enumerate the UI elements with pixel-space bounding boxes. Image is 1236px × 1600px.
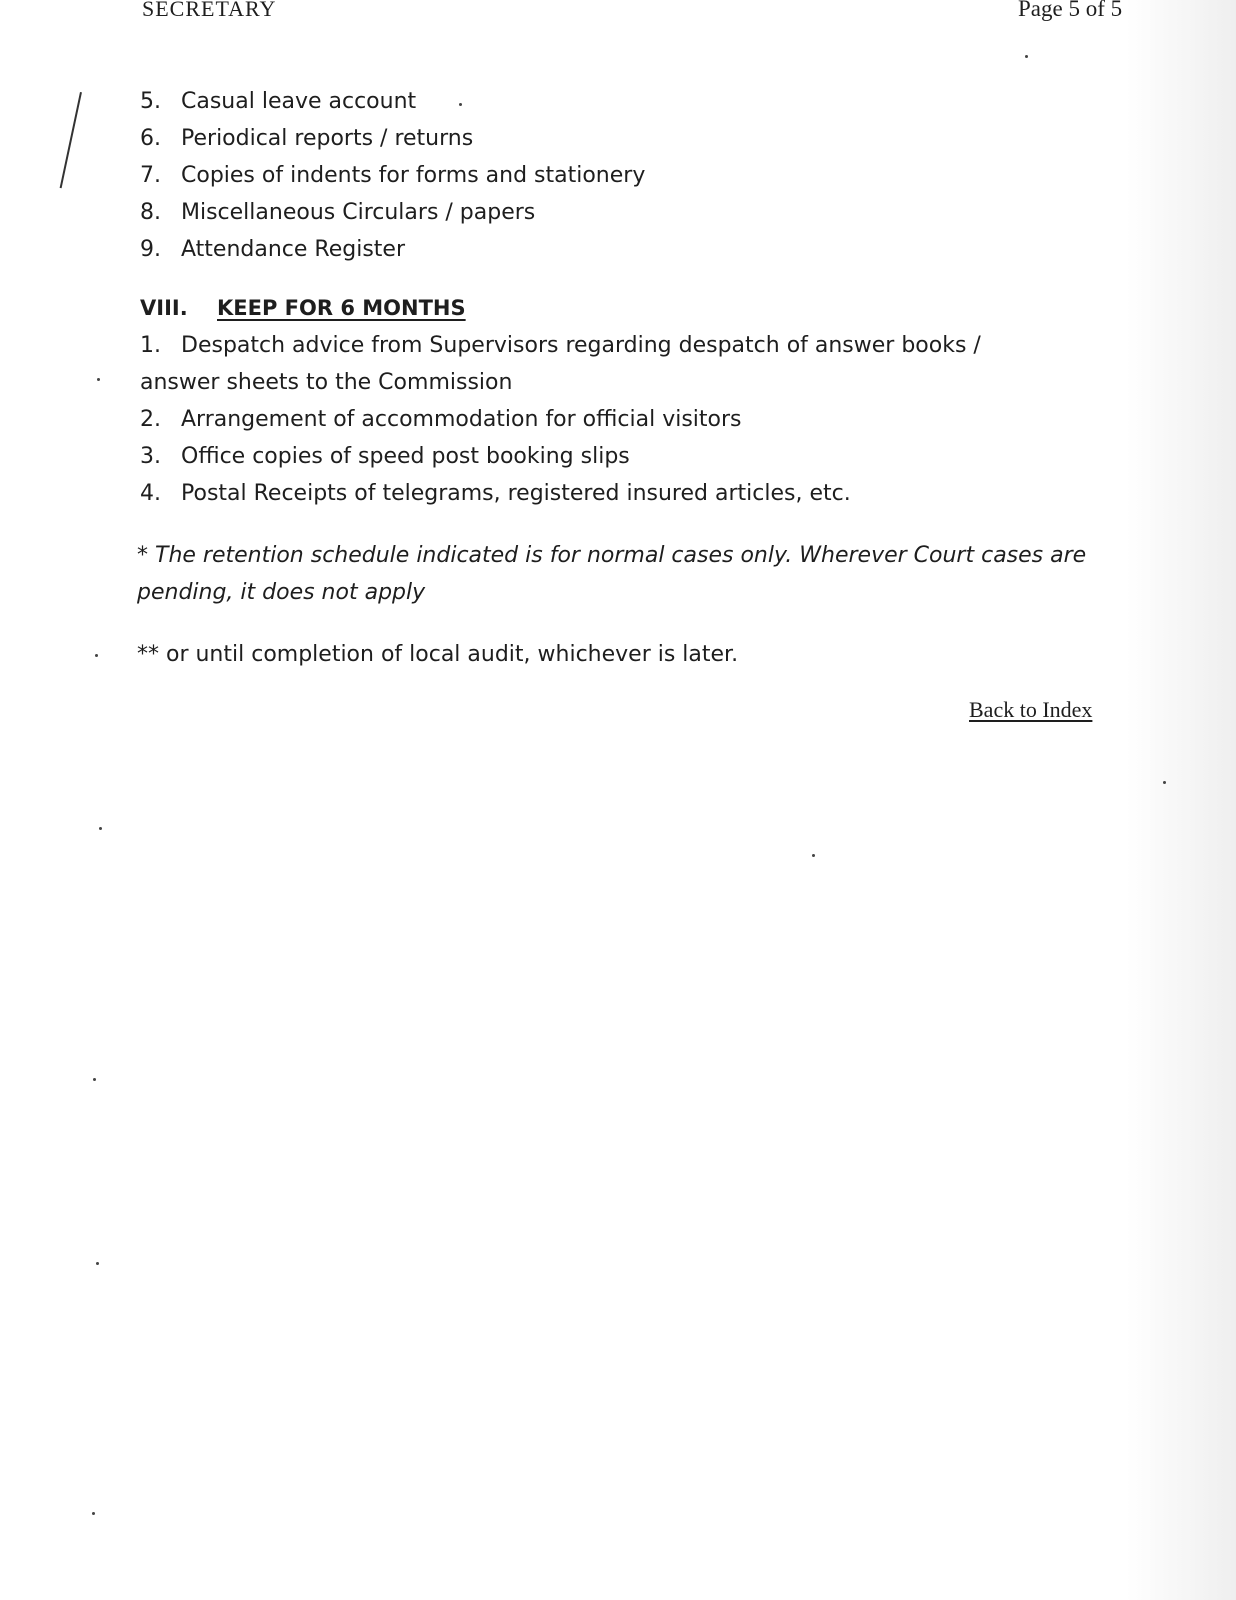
list-item: 6. Periodical reports / returns	[140, 126, 474, 151]
list-item: 3. Office copies of speed post booking slips	[140, 444, 630, 469]
list-item: 9. Attendance Register	[140, 237, 405, 262]
list-item: 5. Casual leave account	[140, 89, 417, 114]
list-item: 7. Copies of indents for forms and stationery	[140, 163, 646, 188]
list-item: 1. Despatch advice from Supervisors regarding despatch of answer books / answer sheets to the Commission	[140, 333, 981, 395]
header-title: SECRETARY	[142, 0, 277, 21]
scan-speck	[97, 378, 100, 381]
audit-note: ** or until completion of local audit, whichever is later.	[137, 642, 739, 667]
scan-speck	[92, 1512, 95, 1515]
scan-speck	[459, 103, 462, 106]
section-title: KEEP FOR 6 MONTHS	[217, 296, 466, 320]
section-number: VIII.	[140, 296, 188, 320]
scan-speck	[93, 1078, 96, 1081]
scan-speck	[99, 827, 102, 830]
list-item: 2. Arrangement of accommodation for official visitors	[140, 407, 742, 432]
back-to-index-link[interactable]: Back to Index	[969, 697, 1093, 722]
list-item: 4. Postal Receipts of telegrams, registered insured articles, etc.	[140, 481, 851, 506]
scan-speck	[95, 654, 98, 657]
retention-list-continued	[140, 83, 645, 268]
scan-speck	[1025, 55, 1028, 58]
page-number: Page 5 of 5	[1018, 0, 1123, 21]
section-heading	[140, 296, 466, 320]
list-item: 8. Miscellaneous Circulars / papers	[140, 200, 536, 225]
scan-shadow	[1126, 0, 1236, 1600]
retention-note: * The retention schedule indicated is for normal cases only. Wherever Court cases are pending, it does not apply	[137, 543, 1087, 605]
scan-speck	[812, 854, 815, 857]
keep-6-months-list	[140, 327, 1040, 512]
scan-speck	[96, 1262, 99, 1265]
scan-speck	[1163, 781, 1166, 784]
margin-pen-mark	[60, 92, 82, 188]
